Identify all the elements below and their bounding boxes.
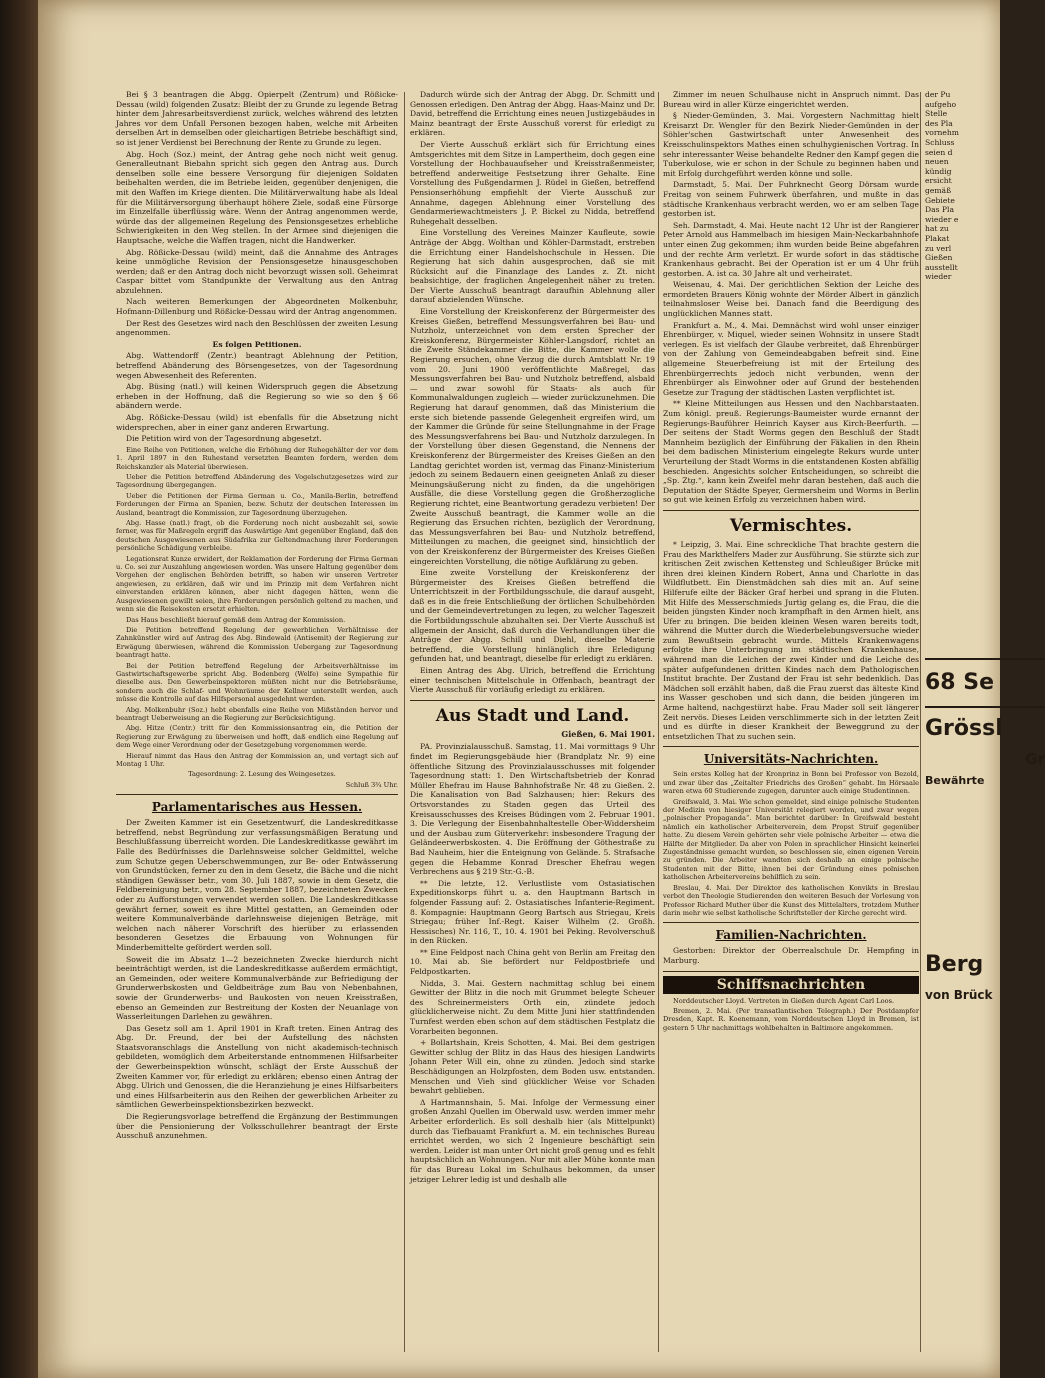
section-rule	[663, 971, 919, 972]
column-divider	[404, 92, 405, 1352]
paragraph: Soweit die im Absatz 1—2 bezeichneten Zwecke hierdurch nicht beeinträchtigt werden, ist die Landeskreditkasse außerdem ermächtigt, an Gemeinden, oder weitere Kommunalverbände zur Befriedigung der Grunderwerbskosten und Geldbeiträge zum Bau von Nebenbahnen, sowie der Grunderwerbs- und Baukosten von neuen Kreisstraßen, ebenso an Gemeinden zur Bestreitung der Kosten der Neuanlage von Wasserleitungen Darlehen zu gewähren.	[116, 954, 398, 1022]
section-rule	[410, 700, 655, 701]
section-rule	[116, 794, 398, 795]
section-rule	[663, 746, 919, 747]
paragraph: ** Die letzte, 12. Verlustliste vom Ostasiatischen Expeditionskorps führt u. a. den Hauptmann Bartsch in folgender Fassung auf: 2. Ostasiatisches Infanterie-Regiment. 8. Kompagnie: Hauptmann Georg Bartsch aus Striegau, Kreis Striegau; früher Inf.-Regt. Kaiser Wilhelm (2. Großh. Hessisches) Nr. 116, T., 10. 4. 1901 bei Peking. Revolverschuß in den Rücken.	[410, 878, 655, 946]
advertisement-fragment	[925, 658, 1045, 708]
paragraph: Ueber die Petitionen der Firma German u. Co., Manila-Berlin, betreffend Forderungen der Firma an Spanien, bezw. Schutz der deutschen Interessen im Ausland, beantragt die Kommission, zur Tagesordnung überzugehen.	[116, 491, 398, 517]
column-divider	[658, 92, 659, 1352]
column-1	[116, 90, 398, 1360]
paragraph: Nidda, 3. Mai. Gestern nachmittag schlug bei einem Gewitter der Blitz in die noch mit Grummet belegte Scheuer des Schreinermeisters Orth ein, zündete jedoch glücklicherweise nicht. Zu dem Mitte Juni hier stattfindenden Turnfest werden eben schon auf dem städtischen Festplatz die Vorarbeiten begonnen.	[410, 978, 655, 1036]
ad-text: Grössl	[925, 715, 1003, 741]
text-fragment: vornehm	[925, 128, 959, 138]
paragraph: Seh. Darmstadt, 4. Mai. Heute nacht 12 Uhr ist der Rangierer Peter Arnold aus Hammelbach im hiesigen Main-Neckarbahnhofe unter einen Zug gekommen; ihm wurden beide Beine abgefahren und der rechte Arm verletzt. Er wurde sofort in das städtische Krankenhaus gebracht. Bei der Operation ist er um 4 Uhr früh gestorben. A. ist ca. 30 Jahre alt und verheiratet.	[663, 220, 919, 278]
paragraph: Zimmer im neuen Schulhause nicht in Anspruch nimmt. Das Bureau wird in aller Kürze eingerichtet werden.	[663, 90, 919, 109]
text-fragment: Schluss	[925, 137, 955, 147]
section-heading: Familien-Nachrichten.	[715, 928, 867, 943]
paragraph: Die Regierungsvorlage betreffend die Ergänzung der Bestimmungen über die Pensionierung der Volksschullehrer beantragt der Erste Ausschuß anzunehmen.	[116, 1112, 398, 1141]
paragraph: Abg. Wattendorff (Zentr.) beantragt Ablehnung der Petition, betreffend Abänderung des Börsengesetzes, von der Tagesordnung wegen Abwesenheit des Referenten.	[116, 351, 398, 380]
section-heading: Schiffsnachrichten	[663, 976, 919, 994]
section-heading: Aus Stadt und Land.	[435, 705, 630, 726]
text-fragment: Plakat	[925, 233, 950, 243]
paragraph: Eine Reihe von Petitionen, welche die Erhöhung der Ruhegehälter der vor dem 1. April 1897 in den Ruhestand versetzten Beamten fordern, werden dem Reichskanzler als Material überwiesen.	[116, 445, 398, 471]
ad-text: Berg	[925, 951, 984, 977]
paragraph: Sein erstes Kolleg hat der Kronprinz in Bonn bei Professor von Bezold, und zwar über das „Zeitalter Friedrichs des Großen“ gehabt. Im Hörsaale waren etwa 60 Studierende zugegen, darunter auch einige Studentinnen.	[663, 770, 919, 796]
paragraph: ** Eine Feldpost nach China geht von Berlin am Freitag den 10. Mai ab. Sie befördert nur Feldpostbriefe und Feldpostkarten.	[410, 947, 655, 977]
ad-text: Bewährte	[925, 773, 985, 787]
text-fragment: zu verl	[925, 243, 952, 253]
ad-text: von Brück	[925, 987, 993, 1002]
paragraph: Ueber die Petition betreffend Abänderung des Vogelschutzgesetzes wird zur Tagesordnung übergegangen.	[116, 473, 398, 490]
paragraph: Bei § 3 beantragen die Abgg. Opierpelt (Zentrum) und Rößicke-Dessau (wild) folgenden Zusatz: Bleibt der zu Grunde zu legende Betrag hinter dem Jahresarbeitsverdienst zurück, welches während des letzten Jahres vor dem Unfall Personen bezogen haben, welche mit Arbeiten derselben Art in demselben oder gleichartigen Betriebe beschäftigt sind, so ist jener Verdienst bei Berechnung der Rente zu Grunde zu legen.	[116, 90, 398, 147]
ad-text: 68 Se	[925, 669, 995, 695]
paragraph: Der Zweiten Kammer ist ein Gesetzentwurf, die Landeskreditkasse betreffend, nebst Begründung zur verfassungsmäßigen Beratung und Beschlußfassung überreicht worden. Die Landeskreditkasse gewährt im Falle des Bedürfnisses die Darlehnsweise solcher Geldmittel, welche zum Schutze gegen Ueberschwemmungen, zur Be- oder Entwässerung von Grundstücken, ferner zu den in dem Gesetz, die Bäche und die nicht ständigen Gewässer betr., vom 30. Juli 1887, sowie in dem Gesetz, die Feldbereinigung betr., vom 28. September 1887, bezeichneten Zwecken oder zu Aufforstungen verwendet werden sollen. Die Landeskreditkasse gewährt ferner, soweit es ihre Mittel gestatten, an Gemeinden oder weitere Kommunalverbände darlehnsweise diejenigen Beträge, mit welchen nach näherer Vorschrift des hierüber zu erlassenden besonderen Gesetzes die Erbauung von Wohnungen für Minderbemittelte gefördert werden soll.	[116, 818, 398, 952]
paragraph: Legationsrat Kunze erwidert, der Reklamation der Forderung der Firma German u. Co. sei zur Auszahlung angewiesen worden. Was unsere Haltung gegenüber dem Vorgehen der englischen Behörden betrifft, so haben wir unseren Vertreter angewiesen, zu erklären, daß wir und im Prinzip mit dem Verfahren nicht einverstanden erklären können, aber nicht dagegen hätten, wenn die Ausgewiesenen gewillt seien, ihre Forderungen persönlich geltend zu machen, und wenn sie die Reisekosten ersetzt erhielten.	[116, 554, 398, 614]
paragraph: Abg. Hasse (natl.) fragt, ob die Forderung noch nicht ausbezahlt sei, sowie ferner, was für Maßregeln ergriff das Auswärtige Amt gegenüber England, daß den deutschen Ausgewiesenen aus Südafrika zur Geltendmachung ihrer Forderungen persönliche Schädigung verbleibe.	[116, 519, 398, 553]
section-note: Es folgen Petitionen.	[212, 339, 302, 349]
text-fragment: gemäß	[925, 185, 952, 195]
text-fragment: Das Pla	[925, 205, 954, 215]
paragraph: Bremen, 2. Mai. (Per transatlantischen Telegraph.) Der Postdampfer Dresden, Kapt. R. Koenemann, vom Norddeutschen Lloyd in Bremen, ist gestern 5 Uhr nachmittags wohlbehalten in Baltimore angekommen.	[663, 1006, 919, 1032]
paragraph: Abg. Hoch (Soz.) meint, der Antrag gehe noch nicht weit genug. Generalleutnant Biebahn spricht sich gegen den Antrag aus. Durch denselben solle eine bessere Versorgung für diejenigen Soldaten beibehalten werden, die im Betriebe leiden, gegenüber denjenigen, die mit den Waffen im Kriege dienten. Die Militärverwaltung habe als Ideal für die Militärversorgung überhaupt höhere Ziele, sodaß eine Fürsorge im Einzelfalle überflüssig wäre. Wenn der Antrag angenommen werde, würde das der allgemeinen Regelung des Pensionsgesetzes erhebliche Schwierigkeiten in den Weg stellen. In der Armee sind diejenigen die Hauptsache, welche die Waffen tragen, nicht die Handwerker.	[116, 149, 398, 245]
paragraph: + Bollartshain, Kreis Schotten, 4. Mai. Bei dem gestrigen Gewitter schlug der Blitz in das Haus des hiesigen Landwirts Johann Peter Will ein, ohne zu zünden. Jedoch sind starke Beschädigungen an Holzpfosten, dem Boden usw. entstanden. Menschen und Vieh sind glücklicher Weise vor Schaden bewahrt geblieben.	[410, 1038, 655, 1096]
paragraph: Nach weiteren Bemerkungen der Abgeordneten Molkenbuhr, Hofmann-Dillenburg und Rößicke-Dessau wird der Antrag angenommen.	[116, 297, 398, 317]
paragraph: Tagesordnung: 2. Lesung des Weingesetzes.	[188, 770, 336, 779]
paragraph: Bei der Petition betreffend Regelung der Arbeitsverhältnisse im Gastwirtschaftsgewerbe spricht Abg. Bodenberg (Welfe) seine Sympathie für dieselbe aus. Den Gewerbeinspektoren müßten nicht nur die Betriebsräume, sondern auch die Schlaf- und Wohnräume der Kellner unterstellt werden, auch müsse die Kontrolle auf das Hilfspersonal ausgedehnt werden.	[116, 661, 398, 704]
paragraph: Hierauf nimmt das Haus den Antrag der Kommission an, und vertagt sich auf Montag 1 Uhr.	[116, 751, 398, 768]
paragraph: Δ Hartmannshain, 5. Mai. Infolge der Vermessung einer großen Anzahl Quellen im Oberwald usw. werden immer mehr Arbeiter erforderlich. Es soll deshalb hier (als Mittelpunkt) durch das Tiefbauamt Frankfurt a. M. ein technisches Bureau errichtet werden, wo sich 2 Ingenieure beschäftigt sein werden. Leider ist man unter Ort nicht groß genug und es fehlt hauptsächlich an Wohnungen. Nur mit aller Mühe konnte man für das Bureau Lokal im Schulhaus bekommen, da unser jetziger Lehrer ledig ist und deshalb alle	[410, 1097, 656, 1184]
column-4-cropped	[925, 90, 1045, 1360]
paragraph: Frankfurt a. M., 4. Mai. Demnächst wird wohl unser einziger Ehrenbürger, v. Miquel, wieder seinen Wohnsitz in unsere Stadt verlegen. Es ist vielfach der Glaube verbreitet, daß Ehrenbürger von der Zahlung von Gemeindeabgaben befreit sind. Eine allgemeine Steuerbefreiung ist mit der Erteilung des Ehrenbürgerrechts jedoch nicht verbunden, wenn der Ehrenbürger als Einwohner oder auf Grund der bestehenden Gesetze zur Tragung der städtischen Lasten verpflichtet ist.	[663, 320, 919, 397]
text-fragment: des Pla	[925, 118, 953, 128]
text-fragment: wieder e	[925, 214, 959, 224]
book-binding	[0, 0, 42, 1378]
paragraph: * Leipzig, 3. Mai. Eine schreckliche That brachte gestern die Frau des Markthelfers Mader zur Ausführung. Sie stürzte sich zur kritischen Zeit zwischen Kettensteg und Schleußiger Brücke mit ihren drei kleinen Kindern Robert, Anna und Charlotte in das Wildflutbett. Ein Dienstmädchen sah dies mit an. Auf seine Hilferufe eilte der Bäcker Graf herbei und sprang in die Fluten. Mit Hilfe des Messerschmieds Jurtig gelang es, die Frau, die die beiden jüngsten Kinder noch krampfhaft in den Armen hielt, ans Ufer zu bringen. Die beiden kleinen Wesen waren bereits todt, während die Mutter durch die Wiederbelebungsversuche wieder zum Bewußtsein gebracht wurde. Mittels Krankenwagens erfolgte ihre Unterbringung im städtischen Krankenhause, während man die Leichen der zwei Kinder und die Leiche des später aufgefundenen dritten Kindes nach dem Pathologischen Institut brachte. Der Zustand der Frau ist sehr bedenklich. Das Mädchen soll erzählt haben, daß die Frau zuerst das älteste Kind ins Wasser geschoben und sich dann, die beiden jüngeren im Arme haltend, nachgestürzt habe. Frau Mader soll seit längerer Zeit nervös. Dieses Leiden verschlimmerte sich in der letzten Zeit und es dürfte in dieser Krankheit der Beweggrund zu der entsetzlichen That zu suchen sein.	[663, 539, 920, 741]
section-heading: Parlamentarisches aus Hessen.	[151, 800, 363, 815]
paragraph: ** Kleine Mitteilungen aus Hessen und den Nachbarstaaten. Zum königl. preuß. Regierungs-Baumeister wurde ernannt der Regierungs-Bauführer Heinrich Kayser aus Kirch-Beerfurth. — Der seitens der Stadt Worms gegen den Beschluß der Stadt Mannheim bezüglich der Einführung der Fäkalien in den Rhein bei dem badischen Ministerium eingelegte Rekurs wurde unter Verurteilung der Stadt Worms in die entstandenen Kosten abfällig beschieden. Angesichts solcher Entscheidungen, so schreibt die „Sp. Ztg.“, kann kein Zweifel mehr daran bestehen, daß auch die Deputation der Städte Speyer, Germersheim und Worms in Berlin so gut wie keinen Erfolg zu verzeichnen haben wird.	[663, 399, 919, 505]
paragraph: Greifswald, 3. Mai. Wie schon gemeldet, sind einige polnische Studenten der Medizin von hiesiger Universität relegiert worden, und zwar wegen „polnischer Propaganda“. Man berichtet darüber: In Greifswald besteht nämlich ein katholischer Arbeiterverein, dem Propst Struif gegenüber hatte. Zu diesem Verein gehörten sehr viele polnische Arbeiter — etwa die Hälfte der Mitglieder. Da aber von Polen in sprachlicher Hinsicht keinerlei Zugeständnisse gemacht wurden, so beschlossen sie, einen eigenen Verein zu gründen. Die Arbeiter wandten sich deshalb an einige polnische Studenten mit der Bitte, ihnen bei der Gründung eines polnischen katholischen Arbeitervereins behilflich zu sein.	[663, 797, 919, 882]
paragraph: Das Gesetz soll am 1. April 1901 in Kraft treten. Einen Antrag des Abg. Dr. Freund, der bei der Aufstellung des nächsten Staatsvoranschlags die Anstellung von nicht akademisch-technisch gebildeten, womöglich dem Arbeiterstande entnommenen Hilfsarbeiter der Gewerbeinspektion wünscht, schlägt der Erste Ausschuß der Zweiten Kammer vor, für erledigt zu erklären; ebenso einen Antrag der Abgg. Ulrich und Genossen, die die Heranziehung je eines Hilfsarbeiters und eines Hilfsarbeiterin aus den Reihen der gewerblichen Arbeiter zu sämtlichen Gewerbeinspektionsbezirken bezweckt.	[116, 1023, 398, 1110]
paragraph: Der Vierte Ausschuß erklärt sich für Errichtung eines Amtsgerichtes mit dem Sitze in Lampertheim, doch gegen eine Vorstellung der Hochbauaufseher und Kreisstraßenmeister, betreffend anderweitige Festsetzung ihrer Gehalte. Eine Vorstellung des Fußgendarmen J. Rüdel in Gießen, betreffend Pensionserhöhung empfiehlt der Vierte Ausschuß zur Annahme, dagegen Ablehnung einer Vorstellung des Gendarmeriewachtmeisters J. P. Bickel zu Nidda, betreffend Ruhegehalt desselben.	[410, 139, 655, 226]
paragraph: § Nieder-Gemünden, 3. Mai. Vorgestern Nachmittag hielt Kreisarzt Dr. Wengler für den Bezirk Nieder-Gemünden in der Söhler'schen Gastwirtschaft unter Anwesenheit des Kreisschulinspektors Mathes einen schulhygienischen Vortrag. In sehr interessanter Weise behandelte Redner den Kampf gegen die Tuberkulose, wie er schon in der Schule zu beginnen haben und mit Erfolg durchgeführt werden könne und solle.	[663, 111, 919, 178]
text-fragment: kündig	[925, 166, 952, 176]
text-fragment: der Pu	[925, 90, 951, 99]
column-divider	[920, 92, 921, 1352]
text-fragment: aufgeho	[925, 99, 957, 109]
section-rule	[663, 510, 919, 511]
paragraph: Norddeutscher Lloyd. Vertreten in Gießen durch Agent Carl Loos.	[673, 996, 895, 1005]
paragraph: Gestorben: Direktor der Oberrealschule Dr. Hempfing in Marburg.	[663, 946, 919, 965]
section-rule	[663, 922, 919, 923]
paragraph: Das Haus beschließt hierauf gemäß dem Antrag der Kommission.	[126, 615, 346, 624]
paragraph: Eine Vorstellung der Kreiskonferenz der Bürgermeister des Kreises Gießen, betreffend Messungsverfahren bei Bau- und Nutzholz, unterzeichnet von dem ersten Sprecher der Kreiskonferenz, Bürgermeister Köhler-Langsdorf, richtet an die Zweite Ständekammer die Bitte, die Kammer wolle die Regierung ersuchen, ohne Verzug die durch Amtsblatt Nr. 19 vom 20. Juni 1900 veröffentlichte Maßregel, das Messungsverfahren bei Bau- und Nutzholz betreffend, alsbald — und zwar sowohl für Staats- als auch für Kommunalwaldungen zugleich — wieder zurückzunehmen. Die Regierung hat darauf genommen, daß das Ministerium die erste sich bietende passende Gelegenheit ergreifen wird, um der Kammer die Gründe für seine Stellungnahme in der Frage des Messungsverfahrens bei Bau- und Nutzholz darzulegen. In der Vorstellung über diesen Gegenstand, die Nennens der Kreiskonferenz der Bürgermeister des Kreises Gießen an den Landtag gerichtet worden ist, vermag das Finanz-Ministerium jedoch zu seinem Bedauern einen geeigneten Anlaß zu dieser Meinungsäußerung nicht zu finden, da die ungehörigen Ausfälle, die diese Vorstellung gegen die Großherzogliche Regierung richtet, eine Beantwortung geradezu verbieten! Der Zweite Ausschuß beantragt, die Kammer wolle an die Regierung das Ersuchen richten, bezüglich der Verordnung, das Messungsverfahren bei Bau- und Nutzholz betreffend, Mitteilungen zu machen, die geeignet sind, hinsichtlich der von der Kreiskonferenz der Bürgermeister des Kreises Gießen eingereichten Vorstellung, die nötige Aufklärung zu geben.	[410, 307, 655, 566]
column-2	[410, 90, 655, 1360]
newspaper-page	[38, 0, 1045, 1378]
text-fragment: Gießen	[925, 253, 953, 263]
paragraph: Einen Antrag des Abg. Ulrich, betreffend die Errichtung einer technischen Mittelschule in Offenbach, beantragt der Vierte Ausschuß für vorläufig erledigt zu erklären.	[410, 666, 655, 695]
paragraph: Abg. Hitze (Centr.) tritt für den Kommissionsantrag ein, die Petition der Regierung zur Erwägung zu überweisen und hofft, daß endlich eine Regelung auf dem Wege einer Verordnung oder der Gesetzgebung vorgenommen werde.	[116, 724, 398, 750]
spacer	[925, 282, 1045, 652]
paragraph: Die Petition wird von der Tagesordnung abgesetzt.	[126, 434, 322, 444]
text-fragment: neuen	[925, 157, 949, 167]
ad-text: Gr	[1025, 749, 1045, 768]
paragraph: Der Rest des Gesetzes wird nach den Beschlüssen der zweiten Lesung angenommen.	[116, 318, 398, 338]
spacer	[925, 794, 1045, 944]
text-fragment: seien d	[925, 147, 953, 157]
text-fragment: Gebiete	[925, 195, 955, 205]
text-fragment: ausstellt	[925, 262, 958, 272]
column-3	[663, 90, 919, 1360]
paragraph: PA. Provinzialausschuß. Samstag, 11. Mai vormittags 9 Uhr findet im Regierungsgebäude hier (Brandplatz Nr. 9) eine öffentliche Sitzung des Provinzialausschusses mit folgender Tagesordnung statt: 1. Den Wirtschaftsbetrieb der Konrad Müller Ehefrau im Hause Bahnhofstraße Nr. 48 zu Gießen. 2. Die Kanalisation von Bad Salzhausen; hier: Rekurs des Ortsvorstandes zu Staden gegen das Urteil des Kreisausschusses des Kreises Büdingen vom 2. Februar 1901. 3. Die Verlegung der Eisenbahnhaltestelle Ober-Widdersheim und der Ausbau zum Güterverkehr: insbesondere Tragung der Geländeerwerbskosten. 4. Die Eröffnung der Göthestraße zu Bad Nauheim, hier die Enteignung von Gelände. 5. Strafsache gegen die Hebamme Konrad Drescher Ehefrau wegen Verbrechens aus § 219 Str.-G.-B.	[410, 742, 655, 877]
paragraph: Abg. Rößicke-Dessau (wild) meint, daß die Annahme des Antrages keine unmögliche Revision der Pensionsgesetze hinausgeschoben werden; daß er den Antrag doch nicht bevorzugt wissen soll. Geheimrat Caspar bittet vom Standpunkte der Verwaltung aus den Antrag abzulehnen.	[116, 247, 398, 295]
paragraph: Abg. Büsing (natl.) will keinen Widerspruch gegen die Absetzung erheben in der Hoffnung, daß die Regierung so wie so den § 66 abändern werde.	[116, 382, 398, 411]
paragraph: Breslau, 4. Mai. Der Direktor des katholischen Konvikts in Breslau verbot den Theologie Studierenden den weiteren Besuch der Vorlesung von Professor Richard Muther über die Kunst des Mittelalters, trotzdem Muther darin mehr wie selbst katholische Schriftsteller der Kirche gerecht wird.	[663, 883, 919, 917]
paragraph: Abg. Rößicke-Dessau (wild) ist ebenfalls für die Absetzung nicht widersprechen, aber in einer ganz anderen Erwartung.	[116, 413, 398, 432]
paragraph: Abg. Molkenbuhr (Soz.) hebt ebenfalls eine Reihe von Mißständen hervor und beantragt Ueberweisung an die Regierung zur Berücksichtigung.	[116, 705, 398, 722]
paragraph: Schluß 3¾ Uhr.	[345, 780, 398, 789]
section-heading: Universitäts-Nachrichten.	[703, 752, 879, 767]
section-heading: Vermischtes.	[729, 515, 853, 536]
paragraph: Darmstadt, 5. Mai. Der Fuhrknecht Georg Dörsam wurde Freitag von seinem Fuhrwerk überfahren, und mußte in das städtische Krankenhaus verbracht werden, wo er am selben Tage gestorben ist.	[663, 180, 919, 219]
text-fragment: ersicht	[925, 176, 952, 186]
paragraph: Weisenau, 4. Mai. Der gerichtlichen Sektion der Leiche des ermordeten Brauers König wohnte der Mörder Albert in gänzlich teilnahmsloser Weise bei. Danach fand die Beerdigung des unglücklichen Mannes statt.	[663, 280, 919, 319]
paragraph: Eine Vorstellung des Vereines Mainzer Kaufleute, sowie Anträge der Abgg. Wolthan und Köhler-Darmstadt, erstreben die Errichtung einer Handelshochschule in Hessen. Die Regierung hat sich dahin ausgesprochen, daß sie mit Rücksicht auf die Finanzlage des Landes z. Zt. nicht beabsichtige, der fraglichen Angelegenheit näher zu treten. Der Vierte Ausschuß beantragt daraufhin Ablehnung aller darauf abzielenden Wünsche.	[410, 228, 655, 305]
paragraph: Dadurch würde sich der Antrag der Abgg. Dr. Schmitt und Genossen erledigen. Den Antrag der Abgg. Haas-Mainz und Dr. David, betreffend die Errichtung eines neuen Justizgebäudes in Mainz beantragt der Erste Ausschuß vorerst für erledigt zu erklären.	[410, 90, 655, 138]
dateline: Gießen, 6. Mai 1901.	[561, 728, 655, 739]
text-fragment: Stelle	[925, 109, 948, 119]
paragraph: Eine zweite Vorstellung der Kreiskonferenz der Bürgermeister des Kreises Gießen betreffend die Unterrichtszeit in der Fortbildungsschule, die darauf ausgeht, daß es in die freie Entschließung der örtlichen Schulbehörden und der Gemeindevertretungen zu legen, zu welcher Tageszeit die Fortbildungsschule abzuhalten sei. Der Vierte Ausschuß ist allgemein der Ansicht, daß durch die Verhandlungen über die Anträge der Abgg. Schill und Diehl, dieselbe Materie betreffend, die Vorstellung hinlänglich ihre Erledigung gefunden hat, und beantragt, dieselbe für erledigt zu erklären.	[410, 568, 655, 664]
paragraph: Die Petition betreffend Regelung der gewerblichen Verhältnisse der Zahnkünstler wird auf Antrag des Abg. Bindewald (Antisemit) der Regierung zur Erwägung überwiesen, während die Kommission Uebergang zur Tagesordnung beantragt hatte.	[116, 625, 398, 660]
text-fragment: hat zu	[925, 224, 949, 234]
text-fragment: wieder	[925, 272, 952, 282]
